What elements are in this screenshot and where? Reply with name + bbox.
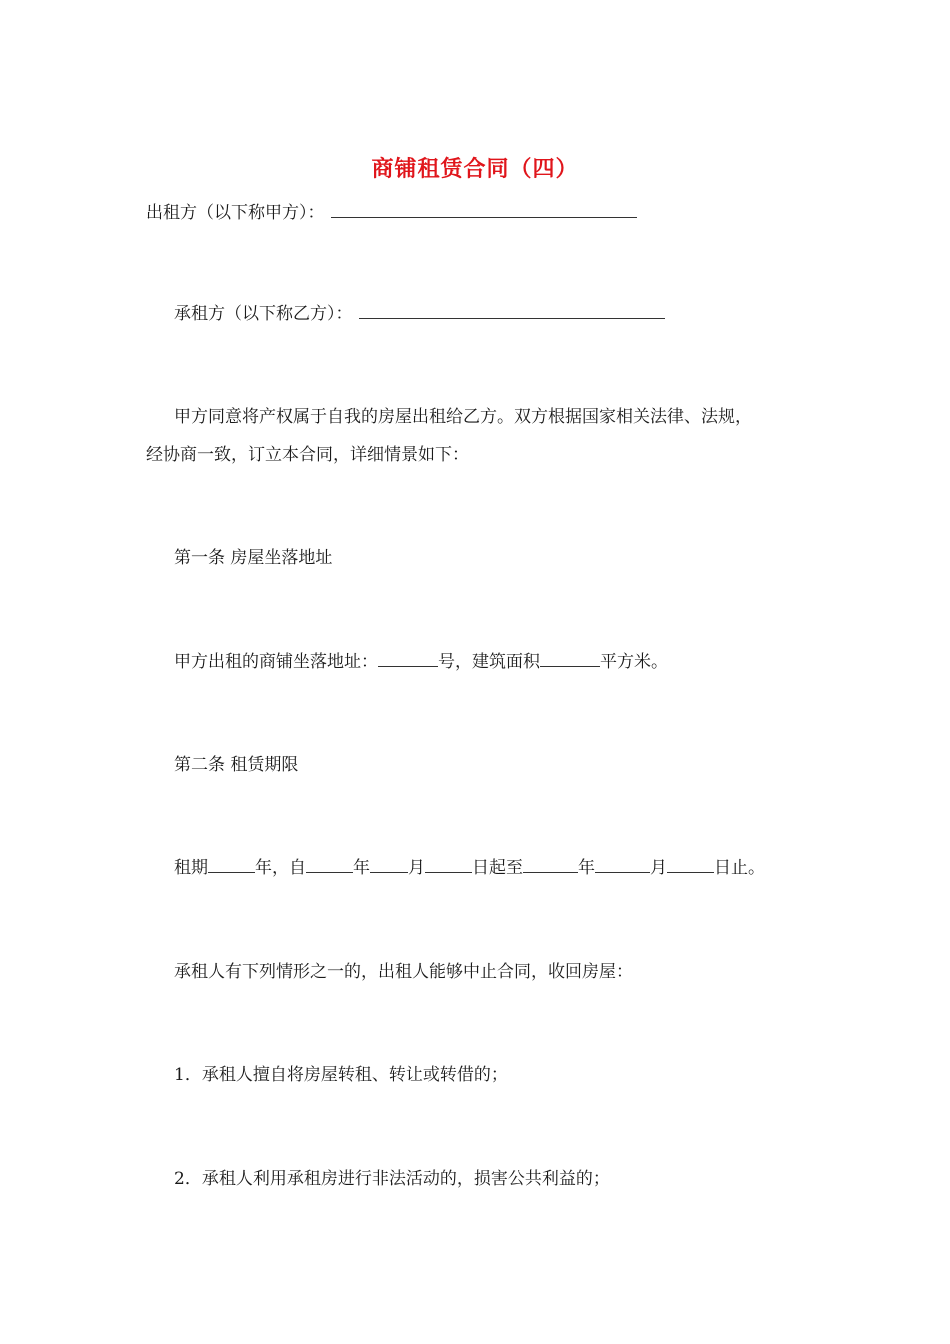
- termination-item-2: 2．承租人利用承租房进行非法活动的，损害公共利益的；: [174, 1169, 610, 1189]
- lessee-blank: [359, 304, 665, 319]
- lessee-line: [174, 302, 665, 326]
- area-suffix: 平方米。: [600, 652, 668, 672]
- lease-term-text: 月: [650, 858, 667, 878]
- lessor-line: [146, 201, 637, 225]
- number-suffix: 号，建筑面积: [438, 652, 540, 672]
- start-year-blank: [306, 858, 353, 873]
- lease-term-text: 租期: [174, 858, 208, 878]
- start-day-blank: [425, 858, 472, 873]
- lease-term-line: [174, 856, 765, 880]
- article1-text: [174, 650, 668, 674]
- lessee-label: 承租方（以下称乙方）：: [174, 304, 353, 324]
- intro-line-1: 甲方同意将产权属于自我的房屋出租给乙方。双方根据国家相关法律、法规，: [174, 407, 752, 427]
- start-month-blank: [370, 858, 408, 873]
- article1-heading: 第一条 房屋坐落地址: [174, 548, 333, 568]
- article2-heading: 第二条 租赁期限: [174, 755, 299, 775]
- lease-term-text: 日起至: [472, 858, 523, 878]
- lease-term-text: 年，自: [255, 858, 306, 878]
- intro-line-2: 经协商一致，订立本合同，详细情景如下：: [146, 445, 469, 465]
- termination-item-1: 1．承租人擅自将房屋转租、转让或转借的；: [174, 1065, 508, 1085]
- termination-intro: 承租人有下列情形之一的，出租人能够中止合同，收回房屋：: [174, 962, 633, 982]
- lease-term-text: 月: [408, 858, 425, 878]
- lease-term-text: 年: [353, 858, 370, 878]
- lessor-blank: [331, 203, 637, 218]
- lease-term-text: 日止。: [714, 858, 765, 878]
- number-blank: [378, 652, 438, 667]
- end-day-blank: [667, 858, 714, 873]
- document-title: 商铺租赁合同（四）: [371, 156, 579, 182]
- end-month-blank: [595, 858, 650, 873]
- lessor-label: 出租方（以下称甲方）：: [146, 203, 325, 223]
- end-year-blank: [523, 858, 578, 873]
- lease-term-text: 年: [578, 858, 595, 878]
- address-prefix: 甲方出租的商铺坐落地址：: [174, 652, 378, 672]
- term-years-blank: [208, 858, 255, 873]
- area-blank: [540, 652, 600, 667]
